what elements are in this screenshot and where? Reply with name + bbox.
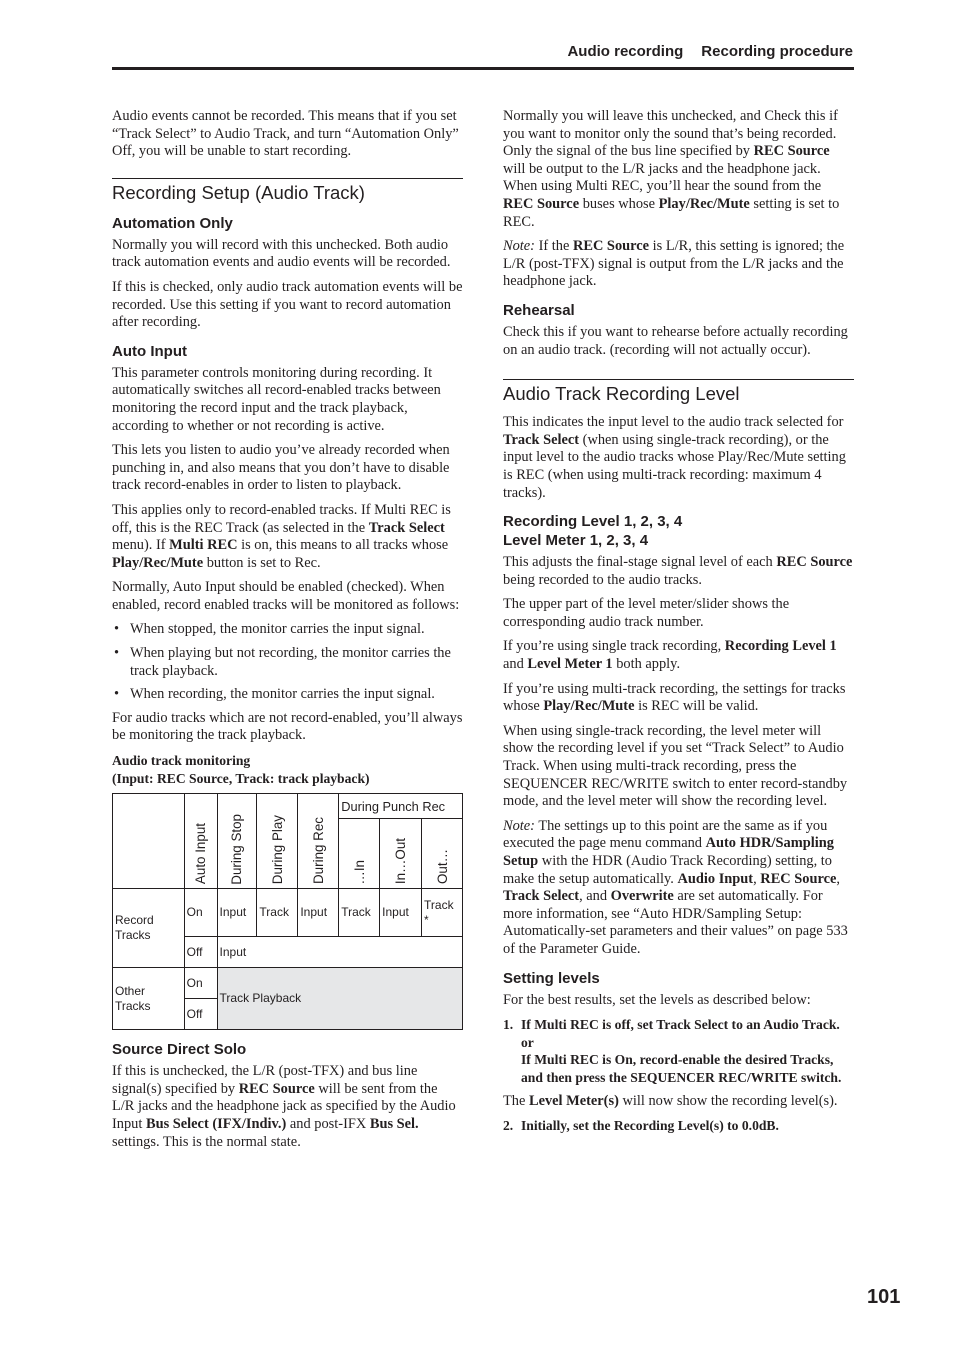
heading-source-direct-solo: Source Direct Solo	[112, 1041, 247, 1059]
autoinput-paragraph-4: Normally, Auto Input should be enabled (checked). When enabled, record enabled tracks will be monitored as follows:	[112, 579, 460, 613]
table-header-out: Out…	[422, 819, 463, 889]
autoinput-paragraph-5: For audio tracks which are not record-enabled, you’ll always be monitoring the track playback.	[112, 709, 463, 744]
monitor-bullet-list	[112, 621, 463, 703]
heading-audio-track-recording-level: Audio Track Recording Level	[503, 379, 854, 405]
after-step-paragraph: The Level Meter(s) will now show the recording level(s).	[503, 1092, 838, 1109]
table-corner	[113, 794, 185, 889]
heading-recording-setup: Recording Setup (Audio Track)	[112, 178, 463, 204]
table-cell: Track	[339, 889, 380, 937]
table-header-during-play: During Play	[257, 794, 298, 889]
note-paragraph-2: Note: The settings up to this point are the same as if you executed the page menu command Auto HDR/Sampling Setup with the HDR (Audio Track Recording) setting, to make the setup automatically. Audio Input, REC Source, Track Select, and Overwrite are set automatically. For more information, see “Auto HDR/Sampling Setup: Automatically-set parameters and their values” on page 533 of the Parameter Guide.	[503, 817, 848, 957]
table-header-during-punch-rec: During Punch Rec	[339, 794, 463, 819]
table-cell-track-playback: Track Playback	[217, 968, 462, 1030]
table-cell: Input	[217, 937, 462, 968]
table-row-label-record-tracks: Record Tracks	[113, 889, 185, 968]
table-cell: Off	[184, 937, 217, 968]
setting-paragraph: For the best results, set the levels as described below:	[503, 991, 811, 1008]
automation-paragraph-2: If this is checked, only audio track automation events will be recorded. Use this setting if you want to record automation after recording.	[112, 278, 463, 331]
table-header-in: …In	[339, 819, 380, 889]
rl-paragraph-1: This adjusts the final-stage signal level of each REC Source being recorded to the audio tracks.	[503, 554, 853, 588]
table-header-auto-input: Auto Input	[184, 794, 217, 889]
level-paragraph: This indicates the input level to the audio track selected for Track Select (when using single-track recording), or the input level to the audio tracks whose Play/Rec/Mute setting is REC (when using multi-track recording: maximum 4 tracks).	[503, 414, 846, 501]
table-header-during-rec: During Rec	[298, 794, 339, 889]
table-cell: Input	[380, 889, 422, 937]
autoinput-paragraph-3: This applies only to record-enabled tracks. If Multi REC is off, this is the REC Track (as selected in the Track Select menu). If Multi REC is on, this means to all tracks whose Play/Rec/Mute button is set to Rec.	[112, 501, 451, 571]
table-caption: Audio track monitoring (Input: REC Source, Track: track playback)	[112, 753, 370, 786]
autoinput-paragraph-1: This parameter controls monitoring during recording. It automatically switches all record-enabled tracks between monitoring the record input and the track playback, according to whether or not recording is active.	[112, 364, 441, 434]
page-header	[567, 43, 853, 61]
page-number: 101	[867, 1286, 901, 1308]
audio-monitoring-table	[112, 793, 463, 1030]
header-section: Audio recording	[567, 43, 684, 60]
table-cell: On	[184, 968, 217, 999]
rl-paragraph-3: If you’re using single track recording, Recording Level 1 and Level Meter 1 both apply.	[503, 638, 837, 673]
autoinput-paragraph-2: This lets you listen to audio you’ve already recorded when punching in, and also means that you don’t have to disable track record-enables in order to listen to playback.	[112, 442, 450, 494]
rl-paragraph-4: If you’re using multi-track recording, the settings for tracks whose Play/Rec/Mute is REC will be valid.	[503, 680, 846, 715]
heading-recording-level: Recording Level 1, 2, 3, 4 Level Meter 1, 2, 3, 4	[503, 513, 683, 550]
left-column	[112, 108, 463, 1158]
setting-steps-list-2	[503, 1117, 854, 1135]
heading-automation-only: Automation Only	[112, 214, 233, 232]
table-row-label-other-tracks: Other Tracks	[113, 968, 185, 1030]
list-item: • When stopped, the monitor carries the input signal.	[112, 621, 463, 639]
table-cell: On	[184, 889, 217, 937]
rehearsal-paragraph: Check this if you want to rehearse before actually recording on an audio track. (recording will not actually occur).	[503, 323, 848, 358]
table-cell: Track	[257, 889, 298, 937]
table-header-in-out: In…Out	[380, 819, 422, 889]
note-paragraph-1: Note: If the REC Source is L/R, this setting is ignored; the L/R (post-TFX) signal is output from the L/R jacks and the headphone jack.	[503, 238, 845, 290]
heading-auto-input: Auto Input	[112, 342, 187, 360]
list-item: 1. If Multi REC is off, set Track Select to an Audio Track. or If Multi REC is On, record-enable the desired Tracks, and then press the SEQUENCER REC/WRITE switch.	[503, 1017, 842, 1085]
automation-paragraph-1: Normally you will record with this unchecked. Both audio track automation events and audio events will be recorded.	[112, 236, 451, 271]
heading-setting-levels: Setting levels	[503, 969, 600, 987]
rl-paragraph-5: When using single-track recording, the level meter will show the recording level if you set “Track Select” to Audio Track. When using multi-track recording, press the SEQUENCER REC/WRITE switch to enter record-standby mode, and the level meter will show the recording level.	[503, 722, 848, 810]
setting-steps-list	[503, 1016, 854, 1086]
header-subsection: Recording procedure	[701, 43, 853, 60]
sds-paragraph: If this is unchecked, the L/R (post-TFX) and bus line signal(s) specified by REC Source will be sent from the L/R jacks and the headphone jack as specified by the Audio Input Bus Select (IFX/Indiv.) and post-IFX Bus Sel. settings. This is the normal state.	[112, 1063, 456, 1150]
sds-paragraph-2: Normally you will leave this unchecked, and Check this if you want to monitor only the sound that’s being recorded. Only the signal of the bus line specified by REC Source will be output to the L/R jacks and the headphone jack. When using Multi REC, you’ll hear the sound from the REC Source buses whose Play/Rec/Mute setting is set to REC.	[503, 108, 840, 230]
list-item: • When playing but not recording, the monitor carries the track playback.	[112, 645, 463, 680]
header-rule	[112, 67, 854, 70]
heading-rehearsal: Rehearsal	[503, 301, 575, 319]
table-cell: Input	[217, 889, 257, 937]
list-item: 2. Initially, set the Recording Level(s) to 0.0dB.	[503, 1118, 779, 1134]
table-cell: Off	[184, 999, 217, 1030]
table-header-during-stop: During Stop	[217, 794, 257, 889]
intro-paragraph: Audio events cannot be recorded. This means that if you set “Track Select” to Audio Track, and turn “Automation Only” Off, you will be unable to start recording.	[112, 108, 459, 160]
table-cell: Track *	[422, 889, 463, 937]
table-cell: Input	[298, 889, 339, 937]
rl-paragraph-2: The upper part of the level meter/slider shows the corresponding audio track number.	[503, 596, 790, 630]
right-column	[503, 108, 854, 1141]
list-item: • When recording, the monitor carries the input signal.	[112, 686, 463, 704]
